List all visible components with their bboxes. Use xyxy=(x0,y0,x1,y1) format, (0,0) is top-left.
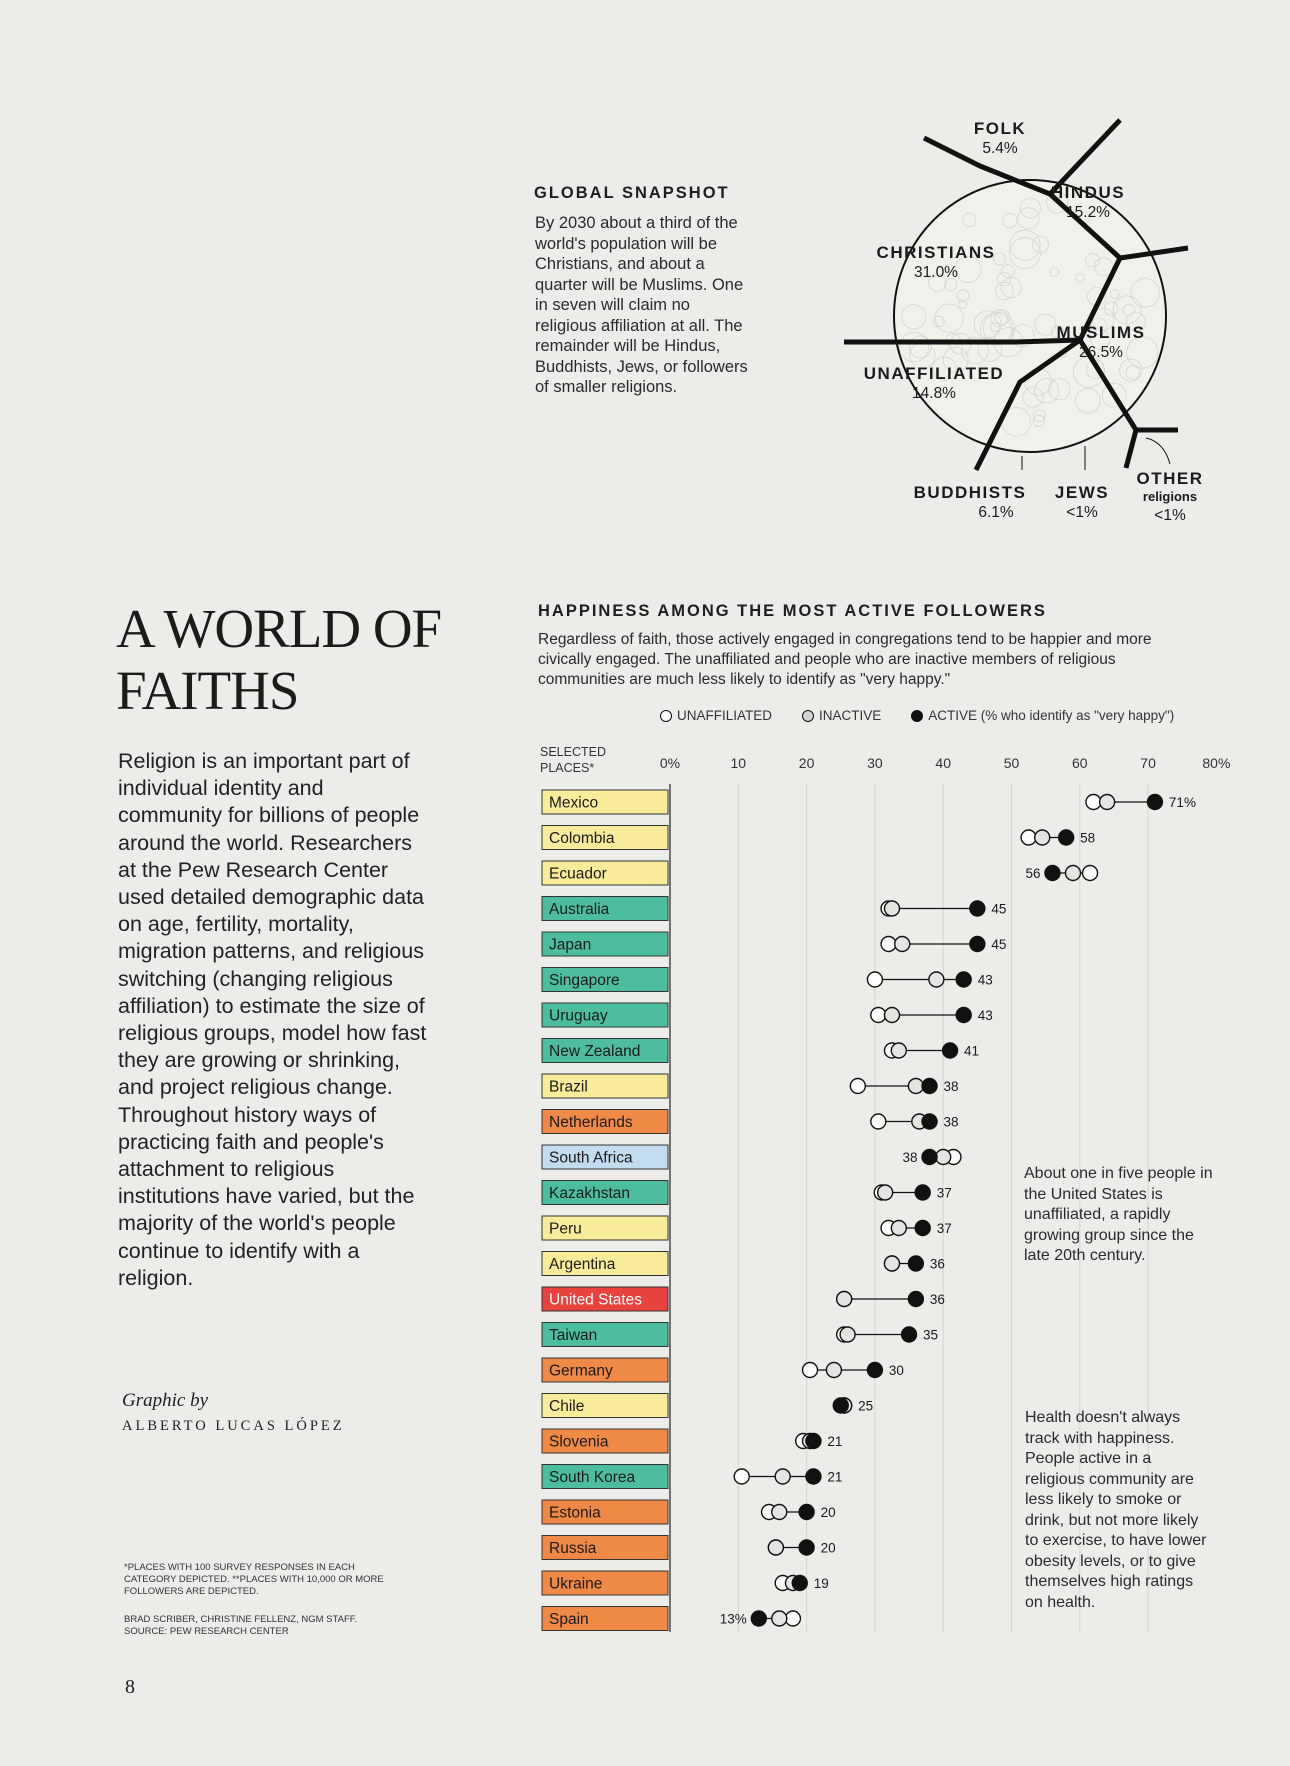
dot-unaffiliated-germany xyxy=(803,1363,818,1378)
x-tick-label: 80% xyxy=(1202,755,1230,771)
slice-label-hindus: HINDUS xyxy=(1050,183,1126,202)
dot-inactive-germany xyxy=(826,1363,841,1378)
dot-inactive-united-states xyxy=(837,1292,852,1307)
leader-other xyxy=(1146,438,1170,464)
value-label-colombia: 58 xyxy=(1080,830,1096,846)
place-label-netherlands: Netherlands xyxy=(549,1114,633,1131)
value-label-ukraine: 19 xyxy=(813,1576,829,1591)
dot-unaffiliated-mexico xyxy=(1086,795,1101,810)
place-label-ukraine: Ukraine xyxy=(549,1575,603,1593)
value-label-new-zealand: 41 xyxy=(964,1043,980,1059)
dot-active-argentina xyxy=(908,1256,923,1271)
happiness-text: Regardless of faith, those actively engaged in congregations tend to be happier and more civically engaged. The unaffiliated and people who are inactive members of religious communities are much less likely to identify as "very happy." xyxy=(538,631,1152,688)
dot-unaffiliated-uruguay xyxy=(871,1008,886,1023)
slice-label-unaffiliated: UNAFFILIATED xyxy=(863,364,1005,383)
slice-value-jews: <1% xyxy=(1066,504,1098,521)
place-label-peru: Peru xyxy=(549,1220,582,1238)
grey-circle-icon xyxy=(802,710,814,722)
value-label-japan: 45 xyxy=(991,937,1007,952)
slice-value-folk: 5.4% xyxy=(982,140,1018,157)
dot-active-chile xyxy=(833,1398,848,1413)
dot-unaffiliated-japan xyxy=(881,937,896,952)
place-label-south-africa: South Africa xyxy=(549,1149,633,1167)
dot-inactive-russia xyxy=(768,1540,783,1555)
x-tick-label: 50 xyxy=(1003,755,1020,771)
value-label-argentina: 36 xyxy=(929,1256,945,1272)
value-label-ecuador: 56 xyxy=(1025,866,1041,881)
value-label-south-korea: 21 xyxy=(827,1469,843,1485)
dot-active-russia xyxy=(799,1540,814,1555)
slice-value-hindus: 15.2% xyxy=(1066,204,1110,221)
legend-unaffiliated-label: UNAFFILIATED xyxy=(677,708,773,723)
dot-inactive-japan xyxy=(895,937,910,952)
place-label-slovenia: Slovenia xyxy=(549,1433,609,1451)
happiness-title: HAPPINESS AMONG THE MOST ACTIVE FOLLOWERS xyxy=(538,602,1047,620)
dot-inactive-kazakhstan xyxy=(878,1185,893,1200)
dot-active-brazil xyxy=(922,1079,937,1094)
dot-active-spain xyxy=(751,1611,766,1626)
x-tick-label: 20 xyxy=(798,755,815,771)
dot-inactive-south-africa xyxy=(936,1150,951,1165)
dot-unaffiliated-colombia xyxy=(1021,830,1036,845)
dot-inactive-ecuador xyxy=(1065,866,1080,881)
value-label-russia: 20 xyxy=(820,1540,836,1556)
dot-active-uruguay xyxy=(956,1008,971,1023)
dot-active-germany xyxy=(867,1363,882,1378)
value-label-spain: 13% xyxy=(719,1611,747,1627)
value-label-chile: 25 xyxy=(858,1398,874,1414)
dot-inactive-estonia xyxy=(772,1505,787,1520)
legend-active xyxy=(911,708,1174,723)
dot-inactive-mexico xyxy=(1100,795,1115,810)
dot-inactive-singapore xyxy=(929,972,944,987)
place-label-argentina: Argentina xyxy=(549,1256,616,1273)
x-tick-label: 0% xyxy=(659,755,681,771)
value-label-united-states: 36 xyxy=(929,1292,945,1307)
dot-unaffiliated-south-korea xyxy=(734,1469,749,1484)
value-label-slovenia: 21 xyxy=(827,1434,843,1449)
slice-value-unaffiliated: 14.8% xyxy=(912,385,956,402)
intro-paragraph: Religion is an important part of individual identity and community for billions of people around the world. Researchers at the Pew Research Center used detailed demographic data on age, fertility, mortality, migration patterns, and religious switching (changing religious affiliation) to estimate the size of religious groups, model how fast they are growing or shrinking, and project religious change. Throughout history ways of practicing faith and people's attachment to religious institutions have varied, but the majority of the world's people continue to identify with a religion. xyxy=(118,749,427,1290)
slice-value-christians: 31.0% xyxy=(914,264,958,281)
dot-active-ukraine xyxy=(792,1576,807,1591)
value-label-australia: 45 xyxy=(991,901,1007,917)
chart-legend xyxy=(660,708,1204,723)
dot-active-japan xyxy=(970,937,985,952)
dot-inactive-spain xyxy=(772,1611,787,1626)
place-label-colombia: Colombia xyxy=(549,830,615,847)
filled-circle-icon xyxy=(911,710,923,722)
value-label-germany: 30 xyxy=(888,1363,904,1378)
credit-name: ALBERTO LUCAS LÓPEZ xyxy=(122,1418,345,1434)
dot-unaffiliated-spain xyxy=(785,1611,800,1626)
place-label-south-korea: South Korea xyxy=(549,1469,636,1486)
dot-active-new-zealand xyxy=(943,1043,958,1058)
dot-unaffiliated-singapore xyxy=(867,972,882,987)
slice-value-other: <1% xyxy=(1154,507,1186,524)
dot-inactive-brazil xyxy=(908,1079,923,1094)
place-label-spain: Spain xyxy=(549,1611,589,1628)
dot-unaffiliated-brazil xyxy=(850,1079,865,1094)
dot-unaffiliated-ecuador xyxy=(1083,866,1098,881)
dot-active-taiwan xyxy=(902,1327,917,1342)
place-label-singapore: Singapore xyxy=(549,972,620,989)
slice-label-christians: CHRISTIANS xyxy=(876,243,996,262)
place-label-brazil: Brazil xyxy=(549,1078,588,1096)
dot-active-singapore xyxy=(956,972,971,987)
snapshot-title: GLOBAL SNAPSHOT xyxy=(534,184,730,202)
place-label-kazakhstan: Kazakhstan xyxy=(549,1185,630,1202)
value-label-singapore: 43 xyxy=(977,972,993,988)
y-axis-label-line1: SELECTED xyxy=(540,745,606,759)
x-tick-label: 60 xyxy=(1072,755,1088,771)
slice-label-buddhists: BUDDHISTS xyxy=(913,483,1027,502)
sources: BRAD SCRIBER, CHRISTINE FELLENZ, NGM STAFF. SOURCE: PEW RESEARCH CENTER xyxy=(124,1614,358,1637)
dot-inactive-south-korea xyxy=(775,1469,790,1484)
page-number: 8 xyxy=(125,1676,135,1698)
note-united-states: About one in five people in the United States is unaffiliated, a rapidly growing group since the late 20th century. xyxy=(1024,1165,1213,1264)
dot-active-peru xyxy=(915,1221,930,1236)
x-tick-label: 70 xyxy=(1140,755,1156,771)
value-label-estonia: 20 xyxy=(820,1505,836,1520)
value-label-taiwan: 35 xyxy=(923,1327,939,1343)
value-label-uruguay: 43 xyxy=(977,1008,993,1023)
legend-inactive xyxy=(802,708,881,723)
place-label-australia: Australia xyxy=(549,901,610,918)
dot-active-slovenia xyxy=(806,1434,821,1449)
place-label-japan: Japan xyxy=(549,936,592,954)
y-axis-label-line2: PLACES* xyxy=(540,761,595,775)
place-label-germany: Germany xyxy=(549,1362,613,1380)
page-title: A WORLD OF FAITHS xyxy=(116,598,442,721)
slice-label-folk: FOLK xyxy=(973,119,1027,138)
dot-inactive-australia xyxy=(884,901,899,916)
place-label-russia: Russia xyxy=(549,1540,597,1557)
note-health: Health doesn't always track with happiness. People active in a religious community are less likely to smoke or drink, but not more likely to exercise, to have lower obesity levels, or to give themselves high ratings on health. xyxy=(1025,1409,1207,1611)
dot-inactive-colombia xyxy=(1035,830,1050,845)
value-label-south-africa: 38 xyxy=(902,1150,918,1165)
religion-pie-chart xyxy=(820,106,1240,546)
dot-inactive-uruguay xyxy=(884,1008,899,1023)
value-label-brazil: 38 xyxy=(943,1079,959,1094)
snapshot-text: By 2030 about a third of the world's population will be Christians, and about a quarter will be Muslims. One in seven will claim no religious affiliation at all. The remainder will be Hindus, Buddhists, Jews, or followers of smaller religions. xyxy=(535,214,748,396)
place-label-united-states: United States xyxy=(549,1291,643,1309)
dot-inactive-peru xyxy=(891,1221,906,1236)
slice-sublabel-other: religions xyxy=(1142,489,1198,504)
legend-active-label: ACTIVE (% who identify as "very happy") xyxy=(928,708,1175,723)
slice-label-jews: JEWS xyxy=(1054,483,1110,502)
dot-active-estonia xyxy=(799,1505,814,1520)
dot-unaffiliated-netherlands xyxy=(871,1114,886,1129)
dot-inactive-new-zealand xyxy=(891,1043,906,1058)
value-label-netherlands: 38 xyxy=(943,1114,959,1130)
slice-label-other: OTHER xyxy=(1136,469,1204,488)
slice-value-muslims: 26.5% xyxy=(1079,344,1123,361)
place-label-estonia: Estonia xyxy=(549,1504,601,1522)
dot-active-ecuador xyxy=(1045,866,1060,881)
place-label-ecuador: Ecuador xyxy=(549,865,607,883)
dot-inactive-taiwan xyxy=(840,1327,855,1342)
legend-unaffiliated xyxy=(660,708,772,723)
dot-active-australia xyxy=(970,901,985,916)
dot-active-colombia xyxy=(1059,830,1074,845)
dot-active-south-korea xyxy=(806,1469,821,1484)
x-tick-label: 30 xyxy=(867,755,883,771)
value-label-peru: 37 xyxy=(936,1221,952,1236)
dot-active-kazakhstan xyxy=(915,1185,930,1200)
place-label-taiwan: Taiwan xyxy=(549,1327,598,1344)
footnote: *PLACES WITH 100 SURVEY RESPONSES IN EACH CATEGORY DEPICTED. **PLACES WITH 10,000 OR MORE FOLLOWERS ARE DEPICTED. xyxy=(124,1562,384,1597)
slice-label-muslims: MUSLIMS xyxy=(1056,323,1146,342)
dot-inactive-argentina xyxy=(884,1256,899,1271)
place-label-mexico: Mexico xyxy=(549,794,599,812)
credit-label: Graphic by xyxy=(122,1390,209,1411)
legend-inactive-label: INACTIVE xyxy=(819,708,882,723)
dot-active-south-africa xyxy=(922,1150,937,1165)
value-label-kazakhstan: 37 xyxy=(936,1185,952,1201)
place-label-new-zealand: New Zealand xyxy=(549,1043,641,1060)
dot-active-netherlands xyxy=(922,1114,937,1129)
value-label-mexico: 71% xyxy=(1168,795,1196,810)
dot-active-united-states xyxy=(908,1292,923,1307)
place-label-chile: Chile xyxy=(549,1398,585,1415)
x-tick-label: 40 xyxy=(935,755,951,771)
place-label-uruguay: Uruguay xyxy=(549,1007,608,1025)
open-circle-icon xyxy=(660,710,672,722)
x-tick-label: 10 xyxy=(730,755,747,771)
slice-value-buddhists: 6.1% xyxy=(978,504,1014,521)
dot-active-mexico xyxy=(1147,795,1162,810)
